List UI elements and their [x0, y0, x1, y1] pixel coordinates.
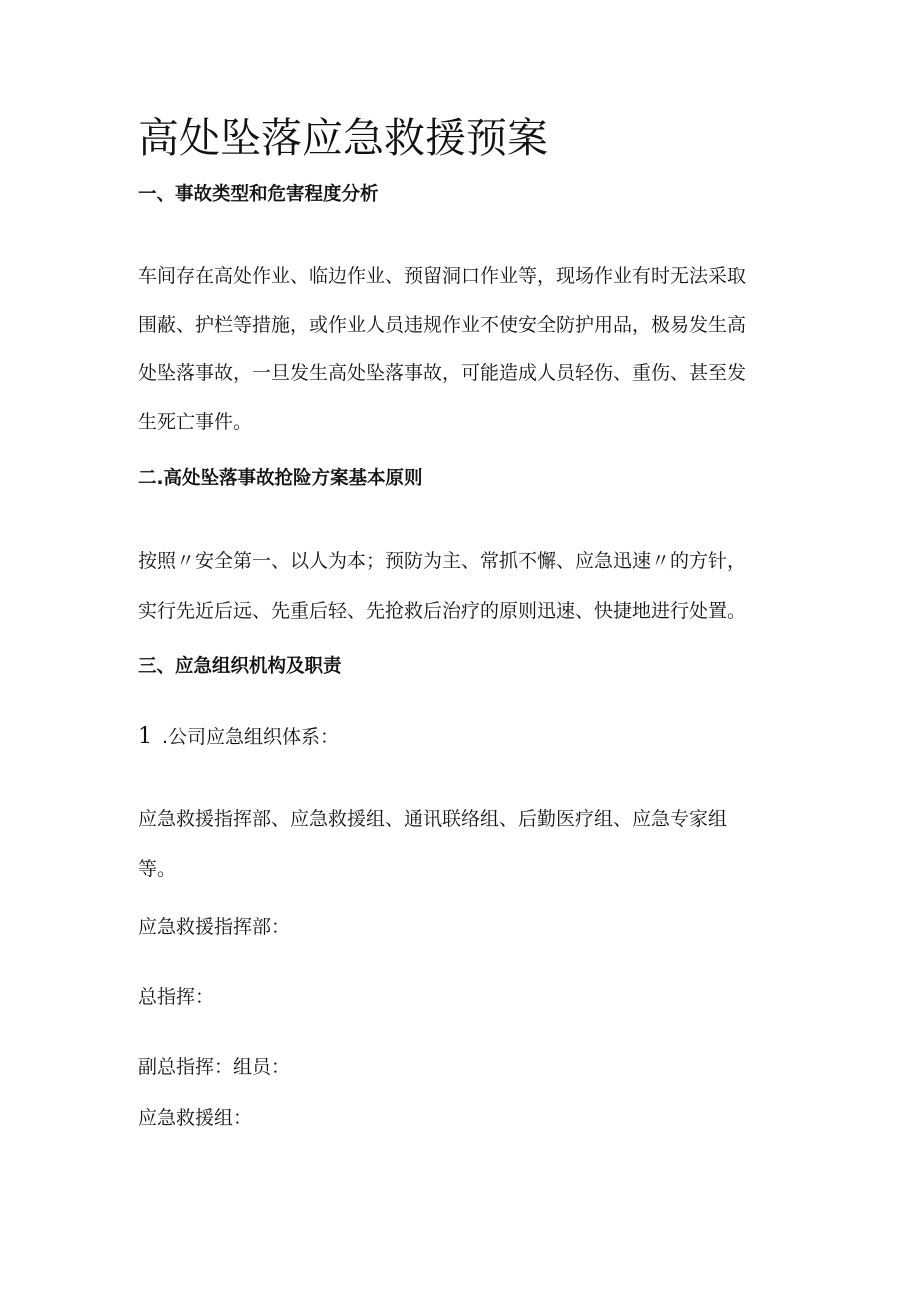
section-heading-organization: 三、应急组织机构及职责 [138, 656, 342, 677]
hq-label: 应急救援指挥部： [138, 916, 291, 938]
section-paragraph-rescue-principles [138, 536, 798, 636]
paragraph-line: 实行先近后远、先重后轻、先抢救后治疗的原则迅速、快捷地进行处置。 [138, 600, 747, 622]
paragraph-line: 车间存在高处作业、临边作业、预留洞口作业等，现场作业有时无法采取 [138, 265, 747, 287]
item-number: 1 [138, 724, 152, 749]
paragraph-line: 生死亡事件。 [138, 410, 253, 433]
paragraph-line: 围蔽、护栏等措施，或作业人员违规作业不使安全防护用品，极易发生高 [138, 313, 747, 336]
paragraph-line: 处坠落事故，一旦发生高处坠落事故，可能造成人员轻伤、重伤、甚至发 [138, 362, 747, 384]
section-heading-rescue-principles: 二.高处坠落事故抢险方案基本原则 [138, 468, 423, 489]
item-label: .公司应急组织体系： [162, 726, 340, 748]
paragraph-line: 按照〃安全第一、以人为本；预防为主、常抓不懈、应急迅速〃的方针， [138, 550, 747, 572]
commander-label: 总指挥： [138, 986, 215, 1008]
section-paragraph-accident-analysis [138, 252, 798, 446]
rescue-group-label: 应急救援组： [138, 1107, 253, 1129]
org-groups-paragraph [138, 794, 798, 894]
org-system-item [138, 724, 339, 750]
paragraph-line: 等。 [138, 858, 177, 880]
paragraph-line: 应急救援指挥部、应急救援组、通讯联络组、后勤医疗组、应急专家组 [138, 808, 728, 830]
deputy-commander-label: 副总指挥：组员： [138, 1056, 291, 1078]
section-heading-accident-analysis: 一、事故类型和危害程度分析 [138, 184, 379, 205]
document-title: 高处坠落应急救援预案 [138, 114, 548, 162]
